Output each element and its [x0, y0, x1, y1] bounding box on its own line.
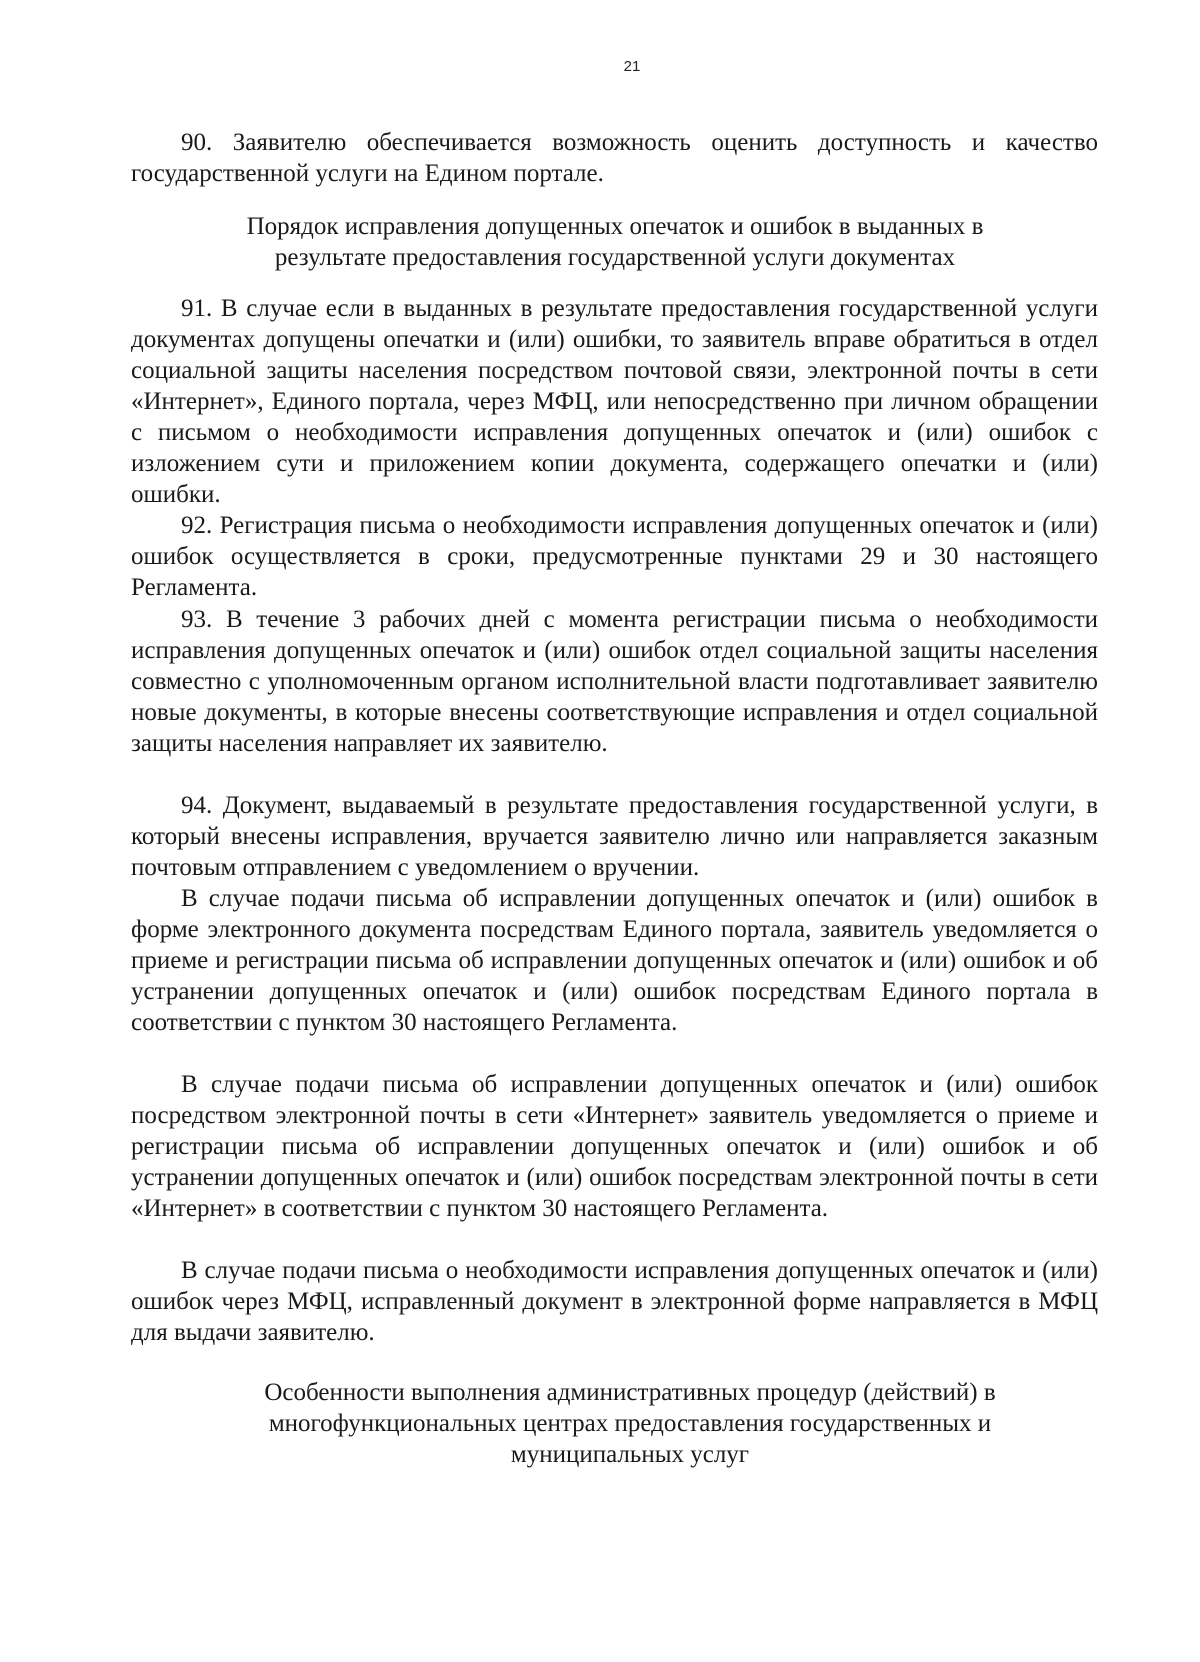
- section-heading-mfc: Особенности выполнения административных процедур (действий) в многофункциональных центрах предоставления государственных и муниципальных услуг: [264, 1379, 996, 1468]
- section-heading-corrections: Порядок исправления допущенных опечаток и ошибок в выданных в результате предоставления государственной услуги документах: [246, 213, 984, 271]
- paragraph-90: 90. Заявителю обеспечивается возможность оценить доступность и качество государственной услуги на Едином портале.: [131, 129, 1098, 187]
- paragraph-92: 92. Регистрация письма о необходимости исправления допущенных опечаток и (или) ошибок осуществляется в сроки, предусмотренные пунктами 29 и 30 настоящего Регламента.: [131, 512, 1098, 601]
- paragraph-93: 93. В течение 3 рабочих дней с момента регистрации письма о необходимости исправления допущенных опечаток и (или) ошибок отдел социальной защиты населения совместно с уполномоченным органом исполнительной власти подготавливает заявителю новые документы, в которые внесены соответствующие исправления и отдел социальной защиты населения направляет их заявителю.: [131, 606, 1098, 757]
- paragraph-94-electronic-portal: В случае подачи письма об исправлении допущенных опечаток и (или) ошибок в форме электронного документа посредствам Единого портала, заявитель уведомляется о приеме и регистрации письма об исправлении допущенных опечаток и (или) ошибок и об устранении допущенных опечаток и (или) ошибок посредствам Единого портала в соответствии с пунктом 30 настоящего Регламента.: [131, 885, 1098, 1036]
- page-number: 21: [623, 58, 641, 75]
- paragraph-91: 91. В случае если в выданных в результате предоставления государственной услуги документах допущены опечатки и (или) ошибки, то заявитель вправе обратиться в отдел социальной защиты населения посредством почтовой связи, электронной почты в сети «Интернет», Единого портала, через МФЦ, или непосредственно при личном обращении с письмом о необходимости исправления допущенных опечаток и (или) ошибок с изложением сути и приложением копии документа, содержащего опечатки и (или) ошибки.: [131, 295, 1098, 508]
- paragraph-94-email: В случае подачи письма об исправлении допущенных опечаток и (или) ошибок посредством электронной почты в сети «Интернет» заявитель уведомляется о приеме и регистрации письма об исправлении допущенных опечаток и (или) ошибок и об устранении допущенных опечаток и (или) ошибок посредствам электронной почты в сети «Интернет» в соответствии с пунктом 30 настоящего Регламента.: [131, 1071, 1098, 1222]
- paragraph-94-mfc: В случае подачи письма о необходимости исправления допущенных опечаток и (или) ошибок через МФЦ, исправленный документ в электронной форме направляется в МФЦ для выдачи заявителю.: [131, 1257, 1098, 1346]
- paragraph-94: 94. Документ, выдаваемый в результате предоставления государственной услуги, в который внесены исправления, вручается заявителю лично или направляется заказным почтовым отправлением с уведомлением о вручении.: [131, 792, 1098, 881]
